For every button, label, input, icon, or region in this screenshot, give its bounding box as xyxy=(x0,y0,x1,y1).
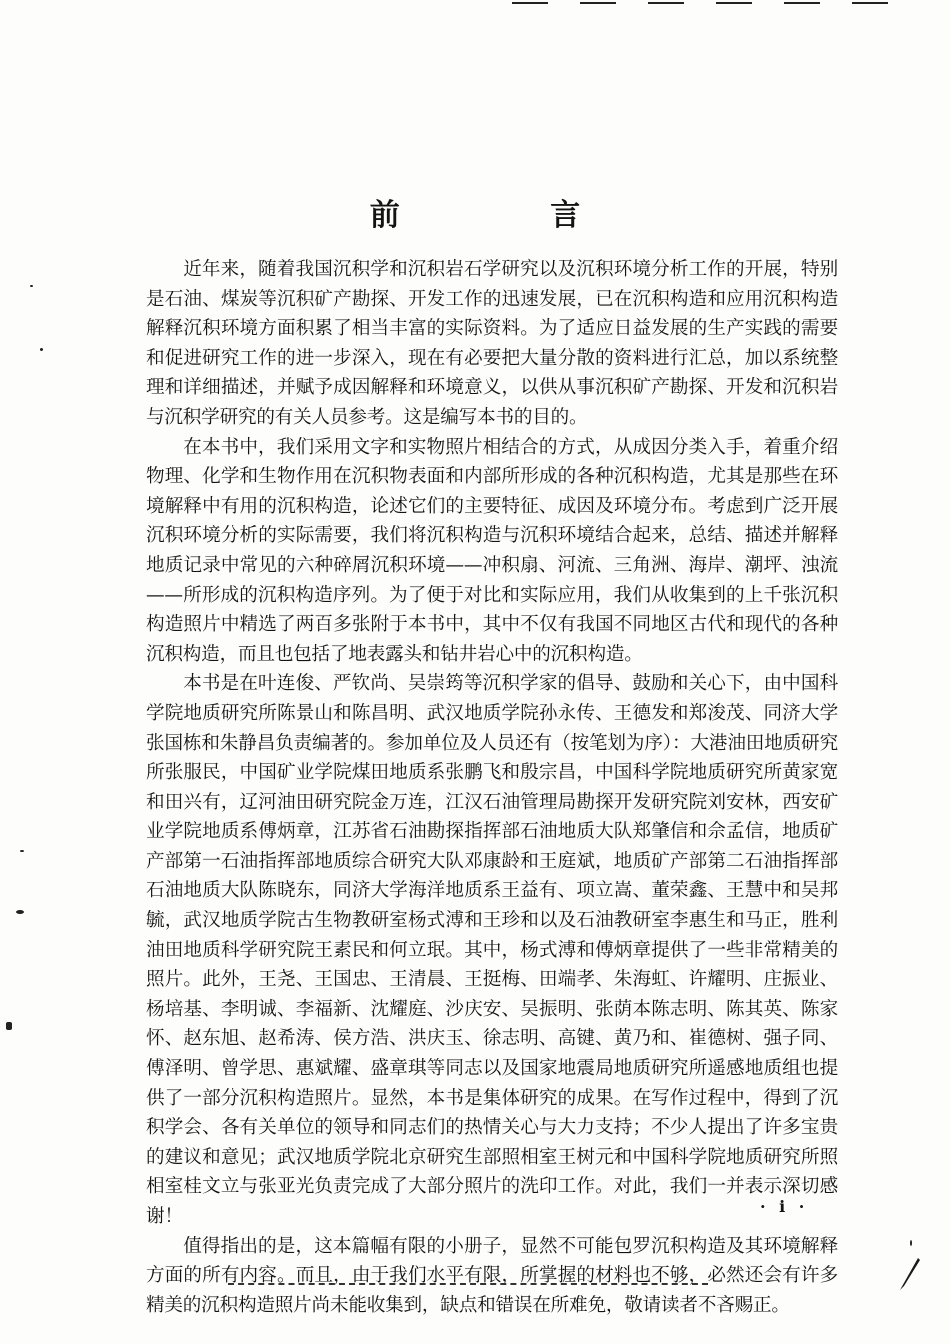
pen-stroke-mark xyxy=(896,1256,922,1292)
scan-speck xyxy=(20,850,24,852)
top-rule-5 xyxy=(784,2,820,4)
paragraph-4: 值得指出的是，这本篇幅有限的小册子，显然不可能包罗沉积构造及其环境解释方面的所有内容。而且，由于我们水平有限，所掌握的材料也不够，必然还会有许多精美的沉积构造照片尚未能收集到，缺点和错误在所难免，敬请读者不吝赐正。 xyxy=(146,1235,838,1316)
scan-speck xyxy=(30,285,33,287)
preface-body xyxy=(146,255,838,1320)
top-rule-4 xyxy=(716,2,752,4)
top-rule-6 xyxy=(852,2,888,4)
scan-speck xyxy=(6,1022,12,1030)
top-rule-3 xyxy=(648,2,684,4)
paragraph-1: 近年来，随着我国沉积学和沉积岩石学研究以及沉积环境分析工作的开展，特别是石油、煤炭等沉积矿产勘探、开发工作的迅速发展，已在沉积构造和应用沉积构造解释沉积环境方面积累了相当丰富的实际资料。为了适应日益发展的生产实践的需要和促进研究工作的进一步深入，现在有必要把大量分散的资料进行汇总，加以系统整理和详细描述，并赋予成因解释和环境意义，以供从事沉积矿产勘探、开发和沉积岩与沉积学研究的有关人员参考。这是编写本书的目的。 xyxy=(146,259,838,428)
bottom-rule xyxy=(228,1283,708,1285)
paragraph-2: 在本书中，我们采用文字和实物照片相结合的方式，从成因分类入手，着重介绍物理、化学和生物作用在沉积物表面和内部所形成的各种沉积构造，尤其是那些在环境解释中有用的沉积构造，论述它们的主要特征、成因及环境分布。考虑到广泛开展沉积环境分析的实际需要，我们将沉积构造与沉积环境结合起来，总结、描述并解释地质记录中常见的六种碎屑沉积环境——冲积扇、河流、三角洲、海岸、潮坪、浊流——所形成的沉积构造序列。为了便于对比和实际应用，我们从收集到的上千张沉积构造照片中精选了两百多张附于本书中，其中不仅有我国不同地区古代和现代的各种沉积构造，而且也包括了地表露头和钻井岩心中的沉积构造。 xyxy=(146,436,838,665)
scan-speck xyxy=(910,1240,912,1246)
page-title: 前 言 xyxy=(369,198,651,233)
top-rule-1 xyxy=(512,2,548,4)
scan-speck xyxy=(40,348,43,351)
top-rule-2 xyxy=(580,2,616,4)
paragraph-3: 本书是在叶连俊、严钦尚、吴崇筠等沉积学家的倡导、鼓励和关心下，由中国科学院地质研究所陈景山和陈昌明、武汉地质学院孙永传、王德发和郑浚茂、同济大学张国栋和朱静昌负责编著的。参加单位及人员还有（按笔划为序）：大港油田地质研究所张服民，中国矿业学院煤田地质系张鹏飞和殷宗昌，中国科学院地质研究所黄家宽和田兴有，辽河油田研究院金万连，江汉石油管理局勘探开发研究院刘安林，西安矿业学院地质系傅炳章，江苏省石油勘探指挥部石油地质大队郑肇信和佘孟信，地质矿产部第一石油指挥部地质综合研究大队邓康龄和王庭斌，地质矿产部第二石油指挥部石油地质大队陈晓东，同济大学海洋地质系王益有、项立嵩、董荣鑫、王慧中和吴邦毓，武汉地质学院古生物教研室杨式溥和王珍和以及石油教研室李惠生和马正，胜利油田地质科学研究院王素民和何立珉。其中，杨式溥和傅炳章提供了一些非常精美的照片。此外，王尧、王国忠、王清晨、王挺梅、田端孝、朱海虹、许耀明、庄振业、杨培基、李明诚、李福新、沈耀庭、沙庆安、吴振明、张荫本陈志明、陈其英、陈家怀、赵东旭、赵希涛、侯方浩、洪庆玉、徐志明、高键、黄乃和、崔德树、强子同、傅泽明、曾学思、惠斌耀、盛章琪等同志以及国家地震局地质研究所遥感地质组也提供了一部分沉积构造照片。显然，本书是集体研究的成果。在写作过程中，得到了沉积学会、各有关单位的领导和同志们的热情关心与大力支持；不少人提出了许多宝贵的建议和意见；武汉地质学院北京研究生部照相室王树元和中国科学院地质研究所照相室桂文立与张亚光负责完成了大部分照片的洗印工作。对此，我们一并表示深切感谢！ xyxy=(146,673,838,1227)
page-number: · i · xyxy=(760,1197,809,1216)
scan-speck xyxy=(16,910,24,914)
